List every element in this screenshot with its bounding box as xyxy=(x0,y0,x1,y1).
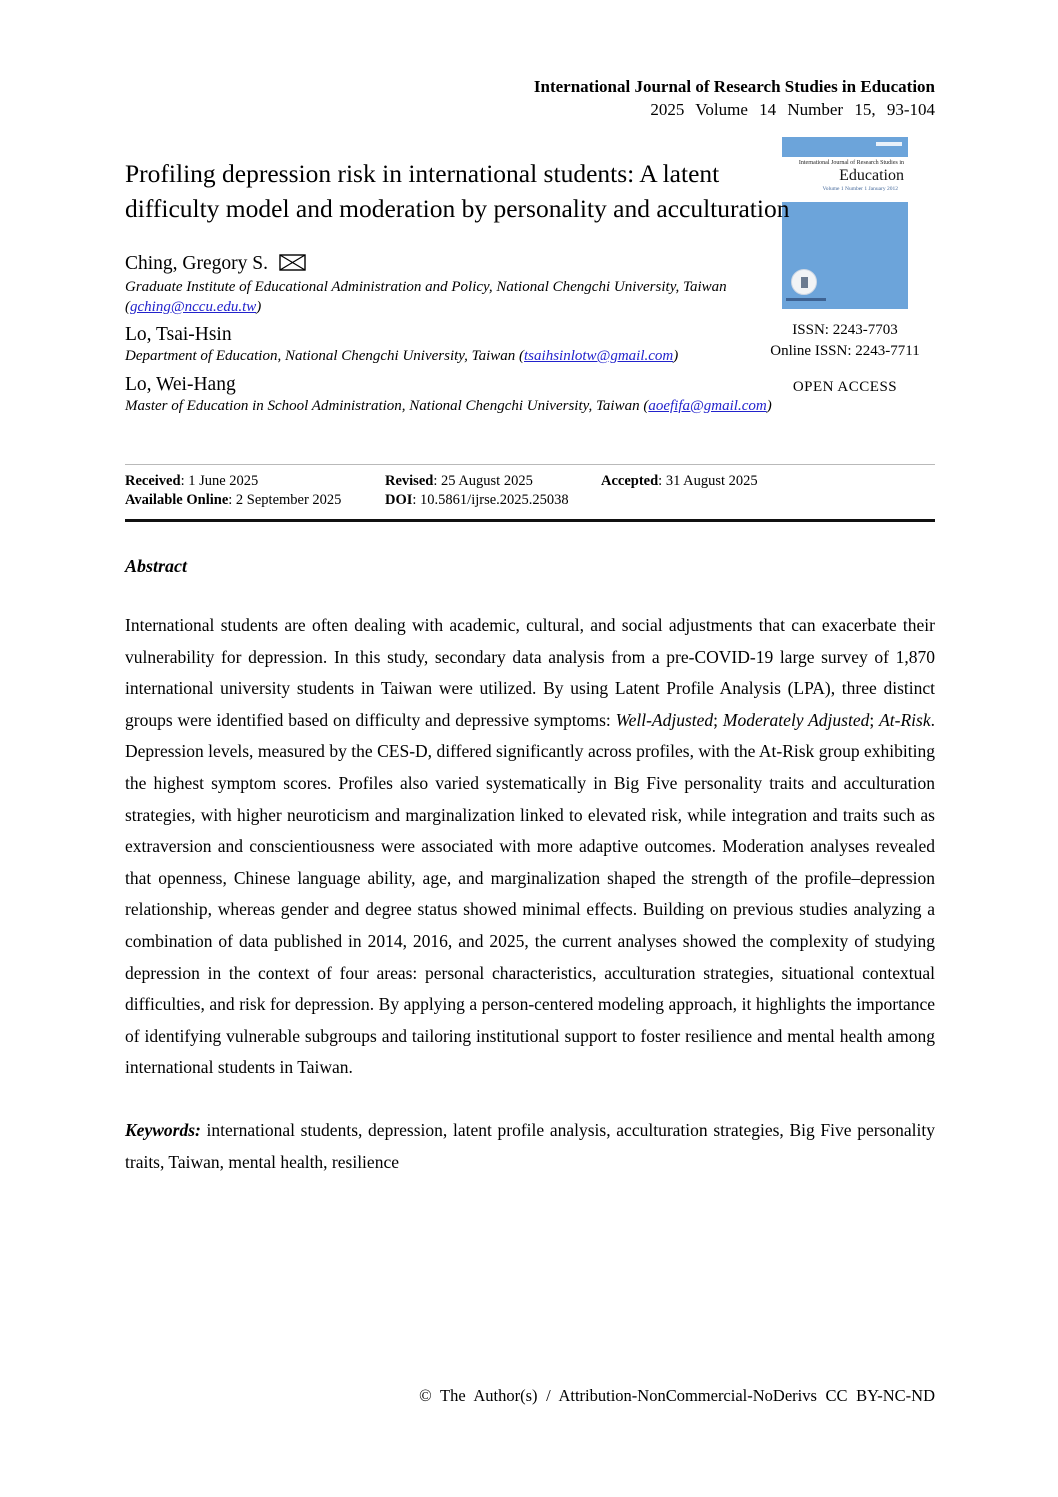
abstract-segment: International students are often dealing with academic, cultural, and social adjustments that can exacerbate their vulnerability for depression. In this study, secondary data analysis from a pre-COVID-19 large survey of 1,870 international university students in Taiwan were utilized. By using Latent Profile Analysis (LPA), three distinct groups were identified based on difficulty and depressive symptoms: xyxy=(125,615,935,730)
author-1 xyxy=(125,251,935,317)
abstract-segment: ; xyxy=(713,709,723,730)
paren: ) xyxy=(766,397,772,414)
abstract-segment-italic: Well-Adjusted xyxy=(615,709,714,730)
revised-label: Revised xyxy=(385,473,434,489)
online-issn-line: Online ISSN: 2243-7711 xyxy=(770,343,920,359)
author-1-affiliation-text: Graduate Institute of Educational Administration and Policy, National Chengchi University, Taiwan xyxy=(125,279,727,295)
author-2-affiliation xyxy=(125,347,935,367)
keywords-text: international students, depression, latent profile analysis, acculturation strategies, Big Five personality traits, Taiwan, mental health, resilience xyxy=(125,1119,935,1172)
open-access-label: OPEN ACCESS xyxy=(792,379,898,395)
abstract-text xyxy=(125,610,935,1084)
dates-spacer xyxy=(601,491,935,510)
author-1-name-text: Ching, Gregory S. xyxy=(125,253,268,274)
paren: ( xyxy=(125,298,130,315)
paren: ( xyxy=(519,348,525,364)
keywords-label: Keywords: xyxy=(125,1119,201,1140)
received-value: : 1 June 2025 xyxy=(180,473,259,489)
copyright-footer: © The Author(s) / Attribution-NonCommercial-NoDerivs CC BY-NC-ND xyxy=(419,1386,935,1405)
article-history-strip xyxy=(125,464,935,522)
paren: ) xyxy=(256,298,262,315)
accepted-label: Accepted xyxy=(601,473,659,489)
cover-series-line: International Journal of Research Studies in xyxy=(798,160,904,166)
abstract-segment: ; xyxy=(869,709,880,730)
author-list xyxy=(125,251,935,416)
cover-title: Education xyxy=(839,167,904,184)
cover-top-band xyxy=(782,137,908,157)
paren: ) xyxy=(673,348,679,364)
author-3-affiliation-text: Master of Education in School Administration, National Chengchi University, Taiwan xyxy=(125,397,640,414)
accepted-value: : 31 August 2025 xyxy=(658,473,758,489)
author-2-email-link[interactable]: tsaihsinlotw@gmail.com xyxy=(524,348,674,364)
abstract-heading: Abstract xyxy=(125,556,188,576)
corresponding-author-envelope-icon xyxy=(279,253,306,278)
abstract-segment: . Depression levels, measured by the CES-D, differed significantly across profiles, with the At-Risk group exhibiting the highest symptom scores. Profiles also varied systematically in Big Five personality traits and acculturation strategies, with higher neuroticism and marginalization linked to elevated risk, while integration and traits such as extraversion and conscientiousness were associated with more adaptive outcomes. Moderation analyses revealed that openness, Chinese language ability, age, and marginalization shaped the strength of the profile–depression relationship, whereas gender and degree status showed minimal effects. Building on previous studies analyzing a combination of data published in 2014, 2016, and 2025, the current analyses showed the complexity of studying depression in the context of four areas: personal characteristics, acculturation strategies, situational contextual difficulties, and risk for depression. By applying a person-centered modeling approach, it highlights the importance of identifying vulnerable subgroups and tailoring institutional support to foster resilience and mental health among international students in Taiwan. xyxy=(125,709,935,1078)
abstract-segment-italic: At-Risk xyxy=(879,709,931,730)
keywords-paragraph xyxy=(125,1115,935,1178)
author-1-name xyxy=(125,251,935,278)
doi-value: : 10.5861/ijrse.2025.25038 xyxy=(412,492,569,508)
author-2 xyxy=(125,322,935,367)
author-3-name: Lo, Wei-Hang xyxy=(125,373,236,395)
author-3-affiliation xyxy=(125,397,935,417)
doi xyxy=(385,491,601,510)
author-3 xyxy=(125,372,935,417)
author-1-email-link[interactable]: gching@nccu.edu.tw xyxy=(130,298,257,315)
author-2-name: Lo, Tsai-Hsin xyxy=(125,324,232,345)
author-1-affiliation xyxy=(125,278,935,317)
journal-issue-line: 2025 Volume 14 Number 15, 93-104 xyxy=(650,100,935,119)
received-label: Received xyxy=(125,473,181,489)
available-online-value: : 2 September 2025 xyxy=(228,492,342,508)
author-3-email-link[interactable]: aoefifa@gmail.com xyxy=(648,397,767,414)
title-author-section xyxy=(125,156,935,421)
revised-value: : 25 August 2025 xyxy=(433,473,533,489)
author-2-affiliation-text: Department of Education, National Chengchi University, Taiwan xyxy=(125,348,516,364)
received-date xyxy=(125,472,385,491)
cover-issue-line: Volume 1 Number 1 January 2012 xyxy=(822,186,898,192)
issn-line: ISSN: 2243-7703 xyxy=(792,322,898,338)
abstract-segment-italic: Moderately Adjusted xyxy=(722,709,870,730)
doi-label: DOI xyxy=(385,492,413,508)
cover-tiny-text-decoration xyxy=(876,142,902,146)
page-header xyxy=(125,76,935,122)
article-title: Profiling depression risk in international students: A latent difficulty model and moderation by personality and acculturation xyxy=(125,159,790,223)
available-online-date xyxy=(125,491,385,510)
accepted-date xyxy=(601,472,935,491)
journal-name: International Journal of Research Studies in Education xyxy=(533,77,935,96)
abstract-section xyxy=(125,555,935,1178)
paren: ( xyxy=(643,397,649,414)
revised-date xyxy=(385,472,601,491)
available-online-label: Available Online xyxy=(125,492,229,508)
